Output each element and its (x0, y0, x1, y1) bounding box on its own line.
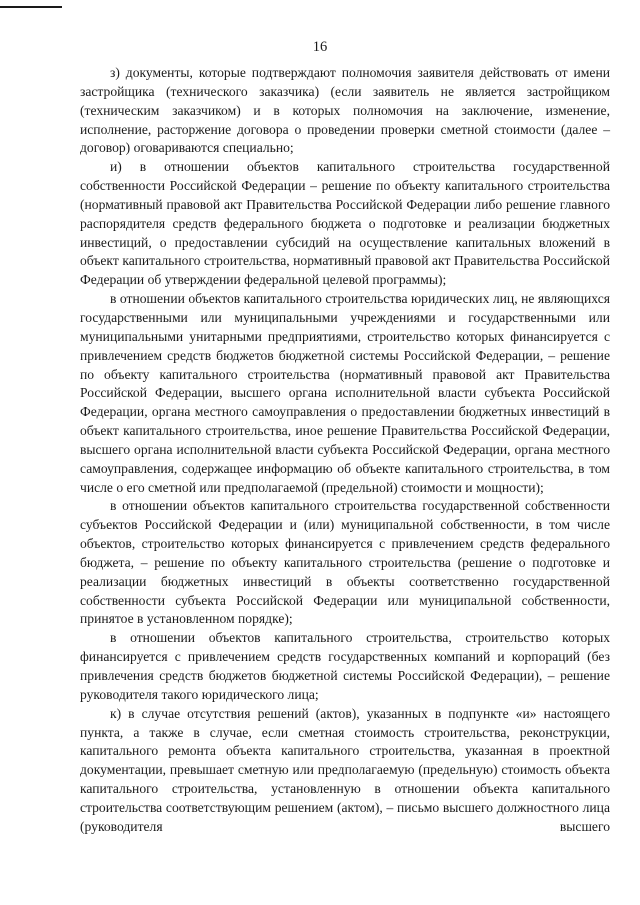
paragraph-k: к) в случае отсутствия решений (актов), указанных в подпункте «и» настоящего пункта, а также в случае, если сметная стоимость строительства, реконструкции, капитального ремонта объекта капитального строительства, указанная в проектной документации, превышает сметную или предполагаемую (предельную) стоимость объекта капитального строительства, установленную в отношении объекта капитального строительства соответствующим решением (актом), – письмо высшего должностного лица (руководителя высшего (80, 705, 610, 834)
top-rule (0, 6, 62, 8)
paragraph-state-companies: в отношении объектов капитального строительства, строительство которых финансируется с привлечением средств государственных компаний и корпораций (без привлечения средств бюджетов бюджетной системы Российской Федерации), – решение руководителя такого юридического лица; (80, 630, 610, 702)
paragraph-legal-entities: в отношении объектов капитального строительства юридических лиц, не являющихся государственными или муниципальными учреждениями и государственными или муниципальными унитарными предприятиями, строительство которых финансируется с привлечением средств бюджетов бюджетной системы Российской Федерации, – решение по объекту капитального строительства (нормативный правовой акт Правительства Российской Федерации, высшего органа исполнительной власти субъекта Российской Федерации, органа местного самоуправления о предоставлении бюджетных инвестиций в объект капитального строительства, иное решение Правительства Российской Федерации, высшего органа исполнительной власти субъекта Российской Федерации, органа местного самоуправления, содержащее информацию об объекте капитального строительства, в том числе о его сметной или предполагаемой (предельной) стоимости и мощности); (80, 291, 610, 495)
paragraph-regional-municipal: в отношении объектов капитального строительства государственной собственности субъектов Российской Федерации и (или) муниципальной собственности, в том числе объектов, строительство которых финансируется с привлечением средств федерального бюджета, – решение по объекту капитального строительства (решение о подготовке и реализации бюджетных инвестиций в объекты соответственно государственной собственности субъекта Российской Федерации или муниципальной собственности, принятое в установленном порядке); (80, 498, 610, 627)
paragraph-z: з) документы, которые подтверждают полномочия заявителя действовать от имени застройщика (технического заказчика) (если заявитель не является застройщиком (техническим заказчиком) и в которых полномочия на заключение, изменение, исполнение, расторжение договора о проведении проверки сметной стоимости (далее – договор) оговариваются специально; (80, 65, 610, 156)
document-body (80, 64, 610, 837)
page-number: 16 (312, 39, 328, 55)
paragraph-i: и) в отношении объектов капитального строительства государственной собственности Российской Федерации – решение по объекту капитального строительства (нормативный правовой акт Правительства Российской Федерации либо решение главного распорядителя средств федерального бюджета о подготовке и реализации бюджетных инвестиций, о предоставлении субсидий на осуществление капитальных вложений в объект капитального строительства, нормативный правовой акт Правительства Российской Федерации об утверждении федеральной целевой программы); (80, 159, 610, 288)
